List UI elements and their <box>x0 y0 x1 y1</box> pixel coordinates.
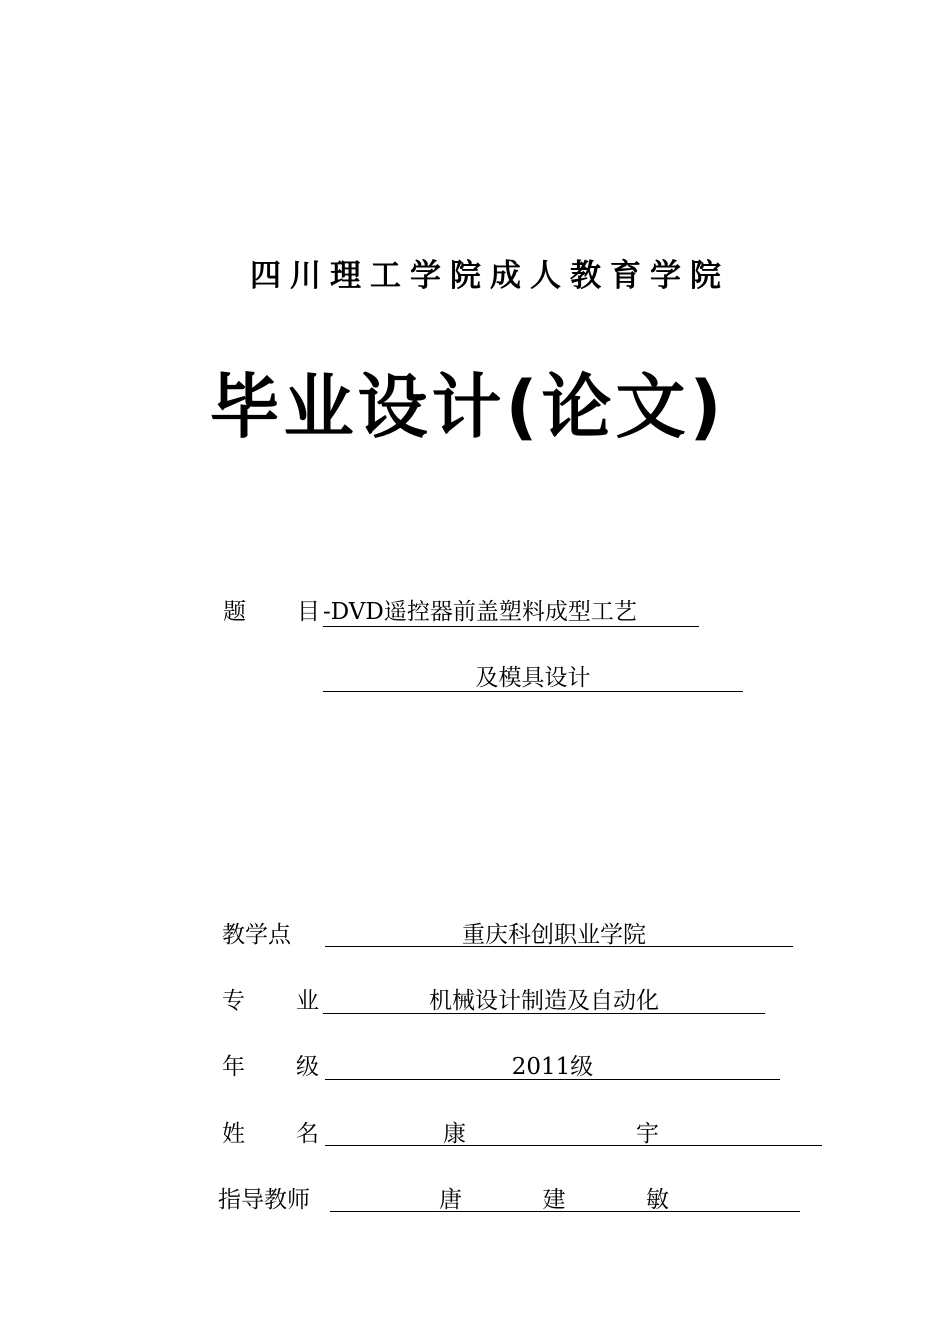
topic-line-2: 及模具设计 <box>475 665 591 691</box>
site-label: 教学点 <box>222 922 291 948</box>
grade-value: 2011级 <box>511 1054 594 1080</box>
major-underline <box>323 1013 765 1014</box>
advisor-char-2: 建 <box>542 1187 566 1213</box>
name-label: 姓 名 <box>222 1121 333 1147</box>
name-underline <box>325 1145 822 1146</box>
name-char-1: 康 <box>443 1121 466 1147</box>
grade-underline <box>325 1079 780 1080</box>
topic-underline-2 <box>323 691 743 692</box>
name-char-2: 宇 <box>636 1121 659 1147</box>
site-underline <box>325 946 793 947</box>
major-value: 机械设计制造及自动化 <box>429 988 659 1014</box>
advisor-char-3: 敏 <box>646 1187 669 1213</box>
institution-name: 四川理工学院成人教育学院 <box>250 258 730 294</box>
site-value: 重庆科创职业学院 <box>462 922 646 948</box>
grade-label: 年 级 <box>222 1054 333 1080</box>
topic-underline-1 <box>323 626 699 627</box>
advisor-label: 指导教师 <box>218 1187 310 1213</box>
document-title: 毕业设计(论文) <box>209 366 726 448</box>
advisor-char-1: 唐 <box>439 1187 462 1213</box>
topic-label: 题 目 <box>223 599 334 625</box>
advisor-underline <box>330 1211 800 1212</box>
major-label: 专 业 <box>222 988 333 1014</box>
topic-line-1: -DVD遥控器前盖塑料成型工艺 <box>323 599 637 625</box>
